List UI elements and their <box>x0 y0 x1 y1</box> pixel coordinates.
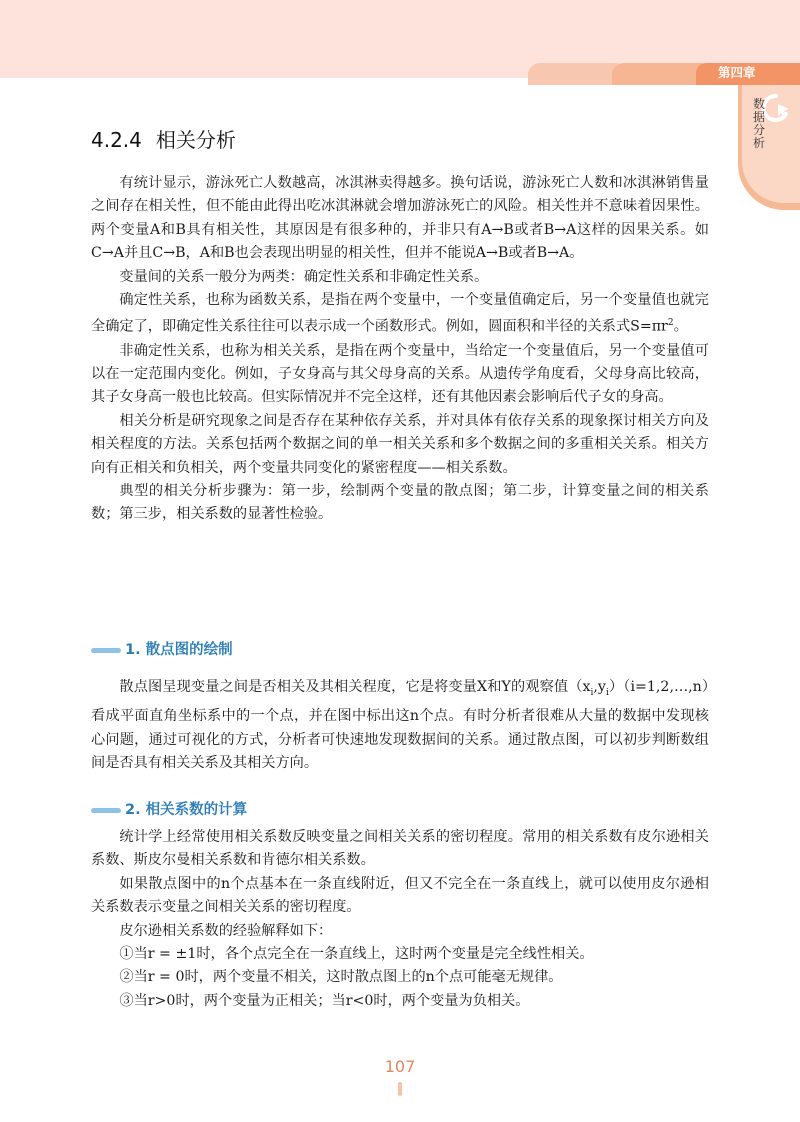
formula-superscript: 2 <box>667 318 674 329</box>
paragraph <box>91 676 709 775</box>
section-title <box>91 124 236 153</box>
formula-end: 。 <box>673 319 688 336</box>
section-number: 4.2.4 <box>91 128 142 152</box>
paragraph: 皮尔逊相关系数的经验解释如下： <box>119 922 333 939</box>
paragraph: 典型的相关分析步骤为：第一步，绘制两个变量的散点图；第二步，计算变量之间的相关系数；第三步，相关系数的显著性检验。 <box>91 483 709 523</box>
list-item: ②当r = 0时，两个变量不相关，这时散点图上的n个点可能毫无规律。 <box>119 969 563 986</box>
subscript-i: i <box>590 687 594 698</box>
subheading-correlation <box>91 798 247 822</box>
page-mark-decor <box>398 1082 402 1096</box>
chapter-tab: 第四章 <box>696 63 800 85</box>
subheading-correlation-text: 2. 相关系数的计算 <box>125 802 248 818</box>
paragraph: 有统计显示，游泳死亡人数越高，冰淇淋卖得越多。换句话说，游泳死亡人数和冰淇淋销售量之间存在相关性，但不能由此得出吃冰淇淋就会增加游泳死亡的风险。相关性并不意味着因果性。两个变量A和B具有相关性，其原因是有很多种的，并非只有A→B或者B→A这样的因果关系。如C→A并且C→B，A和B也会表现出明显的相关性，但并不能说A→B或者B→A。 <box>91 175 709 262</box>
paragraph <box>91 289 709 340</box>
paragraph-text: ）（i=1,2,…,n）看成平面直角坐标系中的一个点，并在图中标出这n个点。有时分析者很难从大量的数据中发现核心问题，通过可视化的方式，分析者可快速地发现数据间的关系。通过散点图，可以初步判断数组间是否具有相关关系及其相关方向。 <box>91 679 709 772</box>
side-tab-label: 数据分析 <box>753 97 766 150</box>
heading-bar-icon <box>91 648 121 653</box>
section-title-text: 相关分析 <box>155 128 236 152</box>
paragraph: 统计学上经常使用相关系数反映变量之间相关关系的密切程度。常用的相关系数有皮尔逊相关系数、斯皮尔曼相关系数和肯德尔相关系数。 <box>91 829 709 869</box>
subheading-scatter-text: 1. 散点图的绘制 <box>125 642 233 658</box>
page-number: 107 <box>384 1057 416 1076</box>
heading-bar-icon <box>91 808 121 813</box>
paragraph: 如果散点图中的n个点基本在一条直线附近，但又不完全在一条直线上，就可以使用皮尔逊相关系数表示变量之间相关关系的密切程度。 <box>91 875 709 916</box>
paragraph-text: 散点图呈现变量之间是否相关及其相关程度，它是将变量X和Y的观察值（x <box>119 679 591 695</box>
paragraph-text: 确定性关系，也称为函数关系，是指在两个变量中，一个变量值确定后，另一个变量值也就完全确定了，即确定性关系往往可以表示成一个函数形式。例如，圆面积和半径的关系式S=πr <box>91 292 709 336</box>
paragraph: 变量间的关系一般分为两类：确定性关系和非确定性关系。 <box>119 268 489 285</box>
intro-body <box>91 172 709 527</box>
paragraph: 非确定性关系，也称为相关关系，是指在两个变量中，当给定一个变量值后，另一个变量值可以在一定范围内变化。例如，子女身高与其父母身高的关系。从遗传学角度看，父母身高比较高，其子女身高一般也比较高。但实际情况并不完全这样，还有其他因素会影响后代子女的身高。 <box>91 342 709 406</box>
list-item: ③当r>0时，两个变量为正相关；当r<0时，两个变量为负相关。 <box>119 992 530 1009</box>
subheading-scatter <box>91 638 233 662</box>
paragraph-text: ,y <box>593 679 606 695</box>
list-item: ①当r = ±1时，各个点完全在一条直线上，这时两个变量是完全线性相关。 <box>119 946 594 963</box>
paragraph: 相关分析是研究现象之间是否存在某种依存关系，并对具体有依存关系的现象探讨相关方向及相关程度的方法。关系包括两个数据之间的单一相关关系和多个数据之间的多重相关关系。相关方向有正相关和负相关，两个变量共同变化的紧密程度——相关系数。 <box>91 412 709 476</box>
scatter-body <box>91 676 709 775</box>
subscript-i: i <box>605 687 609 698</box>
correlation-body <box>91 826 709 1013</box>
